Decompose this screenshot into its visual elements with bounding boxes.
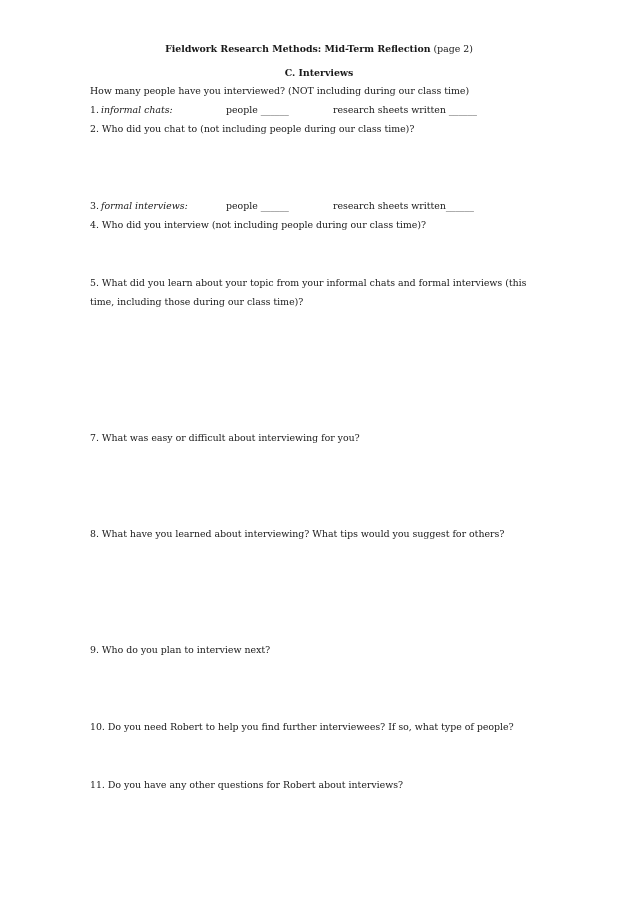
- question-5-line-2: time, including those during our class time)?: [90, 297, 304, 308]
- page-number: (page 2): [433, 44, 473, 55]
- question-1-number: 1.: [90, 105, 99, 116]
- question-4: 4. Who did you interview (not including people during our class time)?: [90, 220, 427, 231]
- question-1-sheets-blank: research sheets written ______: [333, 105, 477, 116]
- question-3-label: formal interviews:: [101, 201, 188, 212]
- question-3-number: 3.: [90, 201, 99, 212]
- question-9: 9. Who do you plan to interview next?: [90, 645, 271, 656]
- question-1-label: informal chats:: [101, 105, 173, 116]
- question-3-sheets-blank: research sheets written______: [333, 201, 474, 212]
- question-7: 7. What was easy or difficult about interviewing for you?: [90, 433, 360, 444]
- intro-question: How many people have you interviewed? (NOT including during our class time): [90, 86, 470, 97]
- question-3-people-blank: people ______: [226, 201, 289, 212]
- question-8: 8. What have you learned about interviewing? What tips would you suggest for others?: [90, 529, 505, 540]
- question-5-line-1: 5. What did you learn about your topic from your informal chats and formal interviews (this: [90, 278, 527, 289]
- question-10: 10. Do you need Robert to help you find further interviewees? If so, what type of people?: [90, 722, 514, 733]
- page-title: [0, 44, 638, 55]
- question-11: 11. Do you have any other questions for Robert about interviews?: [90, 780, 404, 791]
- question-1-people-blank: people ______: [226, 105, 289, 116]
- question-2: 2. Who did you chat to (not including people during our class time)?: [90, 124, 415, 135]
- section-heading: C. Interviews: [284, 68, 354, 79]
- document-title: Fieldwork Research Methods: Mid-Term Reflection: [165, 44, 431, 55]
